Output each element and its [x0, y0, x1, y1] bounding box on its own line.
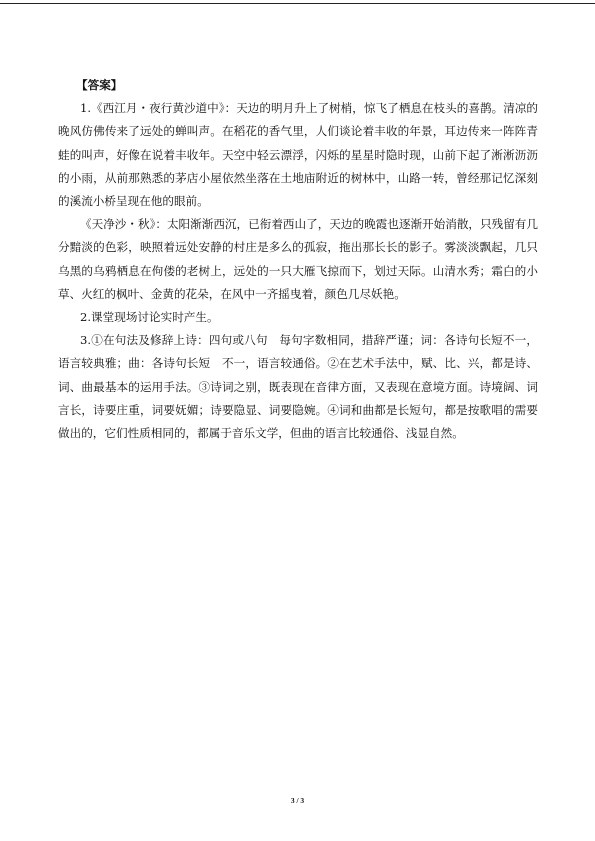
- top-border-line: [0, 3, 595, 4]
- answer-paragraph-3: 2.课堂现场讨论实时产生。: [80, 310, 219, 325]
- answer-paragraph-4: 3.①在句法及修辞上诗：四句或八句 每句字数相同，措辞严谨；词：各诗句长短不一，语言较典雅；曲：各诗句长短 不一，语言较通俗。②在艺术手法中，赋、比、兴，都是诗、词、曲最基本的运用手法。③诗词之别，既表现在音律方面，又表现在意境方面。诗境阔、词言长，诗要庄重，词要妩媚；诗要隐显、词要隐婉。④词和曲都是长短句，都是按歌唱的需要做出的，它们性质相同的，都属于音乐文学，但曲的语言比较通俗、浅显自然。: [58, 333, 538, 441]
- answer-heading: 【答案】: [76, 78, 123, 92]
- answer-paragraph-2: 《天净沙・秋》：太阳渐渐西沉，已衔着西山了，天边的晚霞也逐渐开始消散，只残留有几分黯淡的色彩，映照着远处安静的村庄是多么的孤寂，拖出那长长的影子。雾淡淡飘起，几只乌黑的乌鸦栖息在佝偻的老树上，远处的一只大雁飞掠而下，划过天际。山清水秀；霜白的小草、火红的枫叶、金黄的花朵，在风中一齐摇曳着，颜色几尽妖艳。: [58, 217, 538, 301]
- answer-paragraph-1: 1.《西江月・夜行黄沙道中》：天边的明月升上了树梢，惊飞了栖息在枝头的喜鹊。清凉的晚风仿佛传来了远处的蝉叫声。在稻花的香气里，人们谈论着丰收的年景，耳边传来一阵阵青蛙的叫声，好像在说着丰收年。天空中轻云漂浮，闪烁的星星时隐时现，山前下起了淅淅沥沥的小雨，从前那熟悉的茅店小屋依然坐落在土地庙附近的树林中，山路一转，曾经那记忆深刻的溪流小桥呈现在他的眼前。: [58, 101, 538, 209]
- answer-section: [58, 74, 538, 445]
- page-number: 3 / 3: [290, 796, 305, 805]
